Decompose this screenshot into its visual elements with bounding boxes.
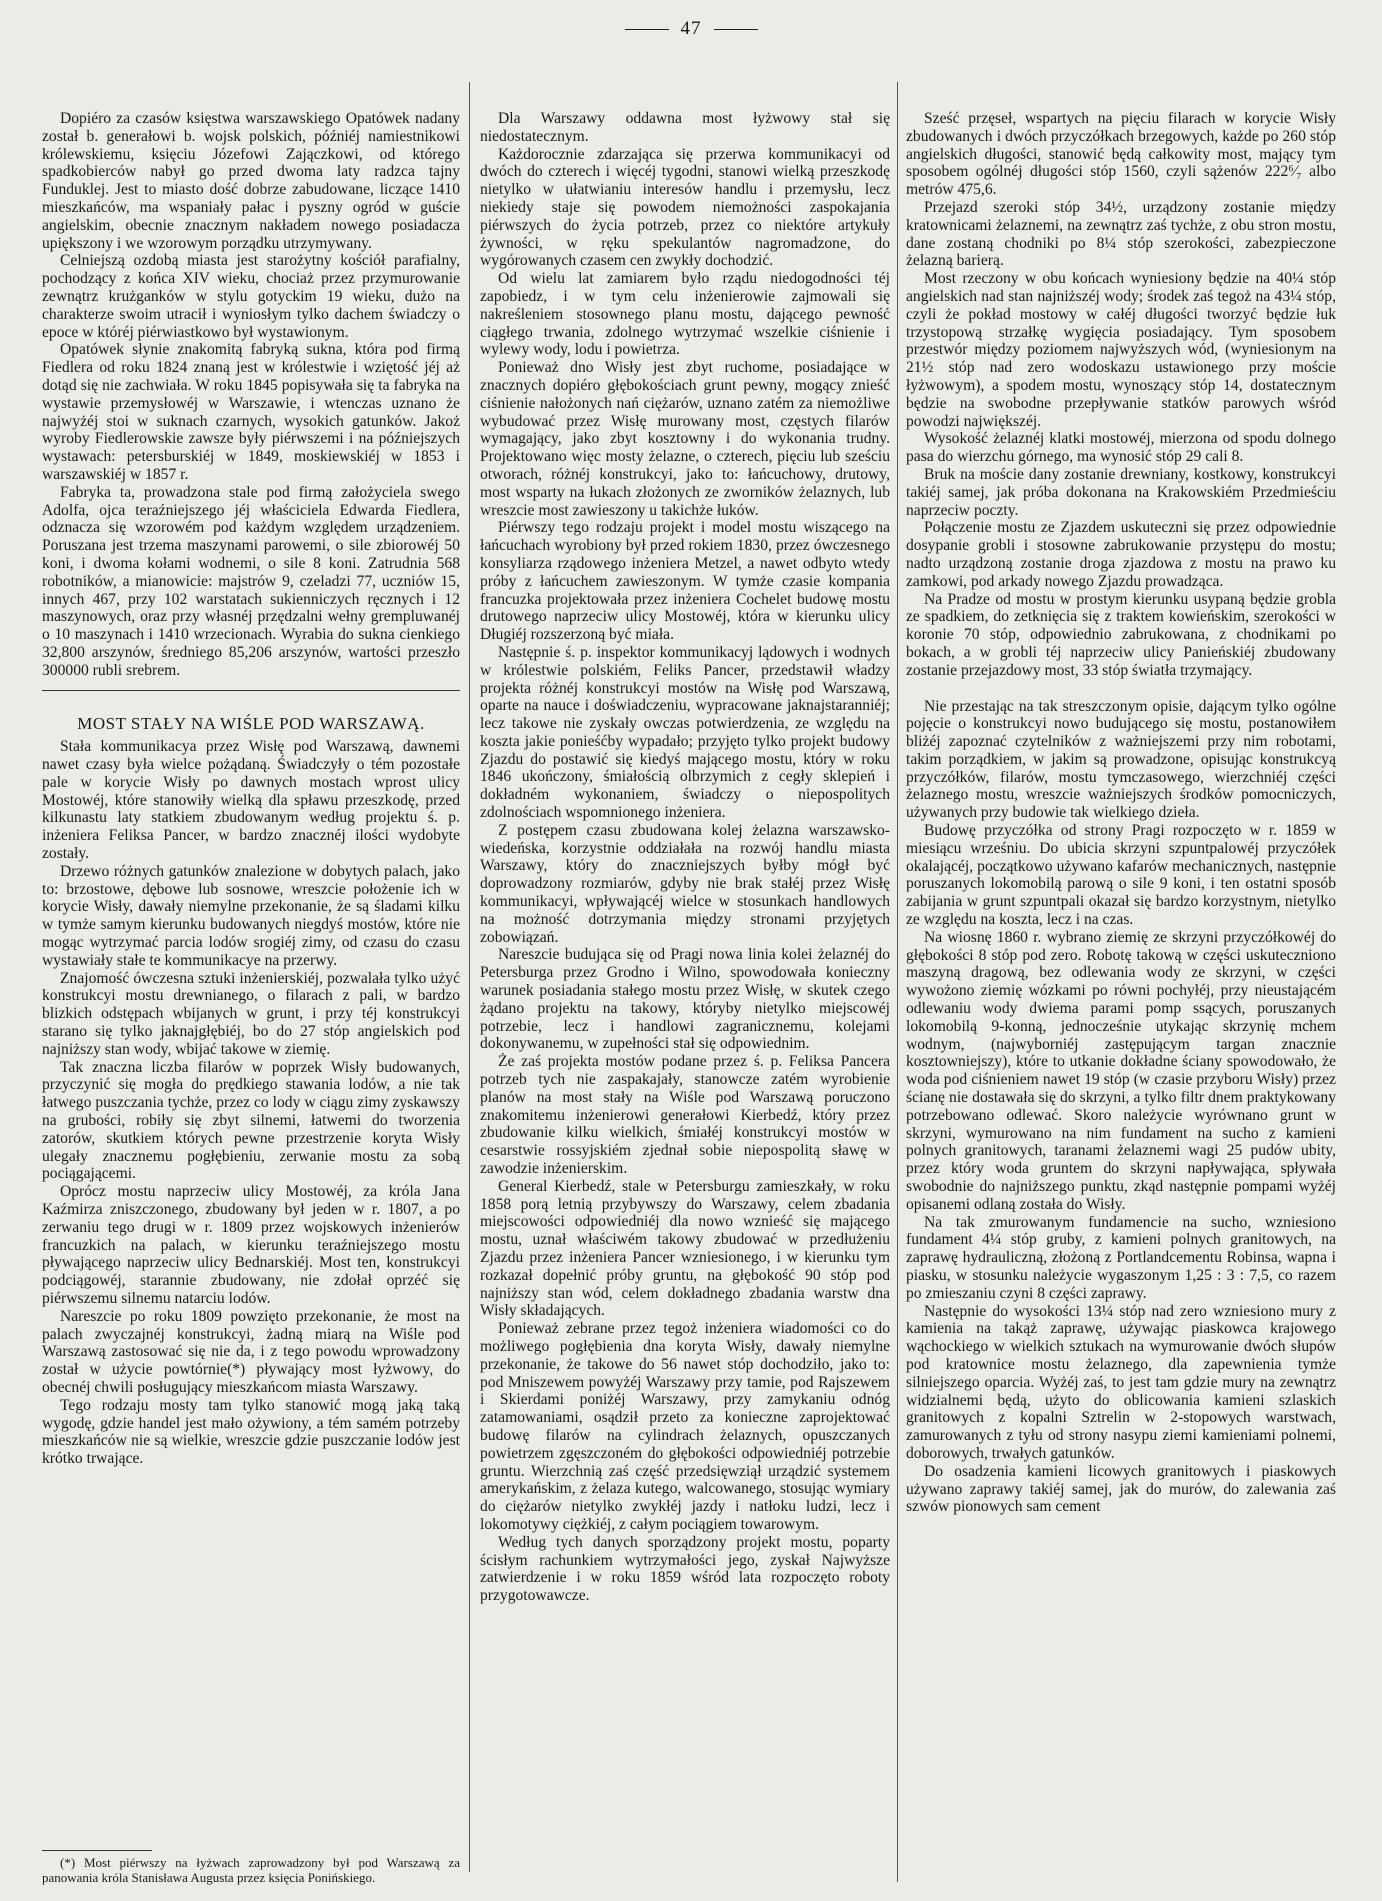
paragraph: Że zaś projekta mostów podane przez ś. p. Feliksa Pancera potrzeb tych nie zaspakajały, stanowcze zatém wyrobienie planów na most stały na Wiśle pod Warszawą poruczono znakomitemu inżenierowi generałowi Kierbedź, który przez zbudowanie kilku wielkich, śmiałéj konstrukcyi mostów w cesarstwie rossyjskiém zjednał sobie niepospolitą sławę w zawodzie inżenierskim.	[480, 1053, 890, 1178]
paragraph: Na tak zmurowanym fundamencie na sucho, wzniesiono fundament 4¼ stóp gruby, z kamieni polnych granitowych, na zaprawę hydrauliczną, złożoną z Portlandcementu Robinsa, wapna i piasku, w stosunku należycie wygaszonym 1,25 : 3 : 7,5, co razem po zmieszaniu czyni 8 części zaprawy.	[906, 1213, 1336, 1302]
paragraph: Dopiéro za czasów księstwa warszawskiego Opatówek nadany został b. generałowi b. wojsk polskich, późniéj namiestnikowi królewskiemu, księciu Józefowi Zajączkowi, od którego spadkobierców nabył go przed dwoma laty radzca tajny Funduklej. Jest to miasto dość dobrze zabudowane, liczące 1410 mieszkańców, ma wspaniały pałac i pyszny ogród w guście angielskim, obecnie znacznym nakładem nowego posiadacza upiększony i we wzorowym porządku utrzymywany.	[42, 110, 460, 252]
paragraph: Następnie ś. p. inspektor kommunikacyj lądowych i wodnych w królestwie polskiém, Feliks Pancer, przedstawił władzy projekta różnéj konstrukcyi mostów na Wisłę pod Warszawą, oparte na nauce i doświadczeniu, wypracowane jaknajstaranniéj; lecz takowe nie zyskały owczas potwierdzenia, ze względu na koszta jakie ponieśćby wypadało; przyjęto tylko projekt budowy Zjazdu do postawić się kiedyś mającego mostu, który w roku 1846 ukończony, śmiałością olbrzymich z cegły sklepień i dokładném wykonaniem, świadczy o niepospolitych zdolnościach wspomnionego inżeniera.	[480, 643, 890, 822]
dash-left	[625, 29, 669, 30]
paragraph: Każdorocznie zdarzająca się przerwa kommunikacyi od dwóch do czterech i więcéj tygodni, stanowi wielką przeszkodę nietylko w ułatwianiu interesów handlu i przemysłu, lecz niekiedy staje się powodem niemożności zaspokajania piérwszych do życia potrzeb, przez co niektóre artykuły żywności, w ręku spekulantów nagromadzone, do wygórowanych czasem cen zwykły dochodzić.	[480, 145, 890, 270]
paragraph: Fabryka ta, prowadzona stale pod firmą założyciela swego Adolfa, ojca teraźniejszego jéj właściciela Edwarda Fiedlera, odznacza się wzorowém pod każdym względem urządzeniem. Poruszana jest trzema maszynami parowemi, o sile zbiorowéj 50 koni, i dwoma kołami wodnemi, o sile 8 koni. Zatrudnia 568 robotników, a mianowicie: majstrów 9, czeladzi 77, uczniów 15, innych 467, przy 102 warstatach sukienniczych ręcznych i 12 maszynowych, oraz przy własnéj przędzalni wełny grempluwanéj o 10 maszynach i 1410 wrzecionach. Wyrabia do sukna cienkiego 32,800 arszynów, średniego 85,206 arszynów, wartości przeszło 300000 rubli srebrem.	[42, 483, 460, 679]
paragraph: Opatówek słynie znakomitą fabryką sukna, która pod firmą Fiedlera od roku 1824 znaną jest w królestwie i wziętość jéj aż dotąd się nie zachwiała. W roku 1845 popisywała się ta fabryka na wystawie przemysłowéj w Warszawie, i wtenczas uznano że najwyżéj stoi w suknach czarnych, wysokich gatunków. Jakoż wyroby Fiedlerowskie zawsze były piérwszemi i na późniejszych wystawach: petersburskiéj w 1849, moskiewskiéj w 1853 i warszawskiéj w 1857 r.	[42, 341, 460, 483]
dash-right	[714, 29, 758, 30]
paragraph: Most rzeczony w obu końcach wyniesiony będzie na 40¼ stóp angielskich nad stan najniższéj wody; środek zaś tegoż na 43¼ stóp, czyli że pokład mostowy w całéj długości tworzyć będzie łuk trzystopową strzałkę wygięcia posiadający. Tym sposobem przestwór między poziomem najwyższych wód, (wyniesionym na 21½ stóp nad zero wodoskazu ustawionego przy moście łyżwowym), a spodem mostu, wynoszący stóp 14, dostatecznym będzie na swobodne przepływanie statków parowych wśród powodzi największéj.	[906, 270, 1336, 430]
paragraph: Drzewo różnych gatunków znalezione w dobytych palach, jako to: brzostowe, dębowe lub sosnowe, wreszcie położenie ich w korycie Wisły, dawały niemylne przekonanie, że są śladami kilku w tymże samym kierunku budowanych niegdyś mostów, które nie mogąc wytrzymać parcia lodów srogiéj zimy, od czasu do czasu wystawiały stałe te kommunikacye na przerwy.	[42, 862, 460, 969]
paragraph: Następnie do wysokości 13¼ stóp nad zero wzniesiono mury z kamienia na takąż zaprawę, używając piaskowca krajowego wąchockiego w wielkich sztukach na wymurowanie dwóch słupów pod kratownice mostu żelaznego, dla zapewnienia tymże silniejszego oparcia. Wyżéj zaś, to jest tam gdzie mury na zewnątrz widzialnemi będą, użyto do oblicowania kamieni szlaskich granitowych z kopalni Sztrelin w 2-stopowych warstwach, zamurowanych z tyłu od strony nasypu ziemi kamieniami polnemi, doborowych, trwałych gatunków.	[906, 1302, 1336, 1462]
column-divider-2	[897, 82, 898, 1882]
paragraph: Sześć przęseł, wspartych na pięciu filarach w korycie Wisły zbudowanych i dwóch przyczółkach brzegowych, każde po 260 stóp angielskich długości, stanowić będą całkowity most, mający tym sposobem ogólnéj długości stóp 1560, czyli sążenów 222⁶⁄₇ albo metrów 475,6.	[906, 110, 1336, 199]
paragraph: Nareszcie budująca się od Pragi nowa linia kolei żelaznéj do Petersburga przez Grodno i Wilno, spowodowała konieczny warunek posiadania stałego mostu przez Wisłę, w skutek czego żądano projektu na takowy, któryby nietylko miejscowéj potrzebie, lecz i handlowi zagranicznemu, kolejami dokonywanemu, w zupełności stał się odpowiednim.	[480, 946, 890, 1053]
column-3	[906, 110, 1336, 1890]
paragraph: Oprócz mostu naprzeciw ulicy Mostowéj, za króla Jana Kaźmirza zniszczonego, zbudowany był jeden w r. 1807, a po zerwaniu tego drugi w r. 1809 przez wojskowych inżenierów francuzkich na palach, w kierunku teraźniejszego mostu pływającego naprzeciw ulicy Bednarskiéj. Most ten, konstrukcyi podciągowéj, starannie zbudowany, nie zdołał oprzéć się piérwszemu silnemu natarciu lodów.	[42, 1183, 460, 1307]
paragraph: Od wielu lat zamiarem było rządu niedogodności téj zapobiedz, i w tym celu inżenierowie zajmowali się nakreśleniem stosownego planu mostu, dającego pewność ciągłego trwania, zdolnego wytrzymać wszelkie ciśnienie i wylewy wody, lodu i powietrza.	[480, 270, 890, 359]
footnote-rule	[42, 1850, 152, 1851]
paragraph: Nareszcie po roku 1809 powzięto przekonanie, że most na palach zwyczajnéj konstrukcyi, żadną miarą na Wiśle pod Warszawą zastosować się nie da, i z tego powodu wprowadzony został w użycie powtórnie(*) pływający most łyżwowy, do obecnéj chwili posługujący mieszkańcom miasta Warszawy.	[42, 1307, 460, 1396]
paragraph: Celniejszą ozdobą miasta jest starożytny kościół parafialny, pochodzący z końca XIV wieku, chociaż przez przymurowanie zewnątrz krużganków w stylu gotyckim 19 wieku, dużo na charakterze swoim utracił i wyniosłym tylko dachem świadczy o epoce w któréj piérwiastkowo był wystawionym.	[42, 252, 460, 341]
paragraph: Do osadzenia kamieni licowych granitowych i piaskowych używano zaprawy takiéj samej, jak do murów, do zalewania zaś szwów pionowych sam cement	[906, 1462, 1336, 1516]
paragraph: Znajomość ówczesna sztuki inżenierskiéj, pozwalała tylko użyć konstrukcyi mostu drewnianego, o filarach z pali, w bardzo blizkich odstępach wbijanych w grunt, i przy téj konstrukcyi starano się tylko jaknajgłębiéj, bo do 27 stóp angielskich pod najniższy stan wody, wbijać takowe w ziemię.	[42, 969, 460, 1058]
paragraph: Ponieważ zebrane przez tegoż inżeniera wiadomości co do możliwego pogłębienia dna koryta Wisły, dawały niemylne przekonanie, że takowe do 56 nawet stóp dochodziło, jako to: pod Mniszewem powyżéj Warszawy przy tamie, pod Rajszewem i Skierdami poniżéj Warszawy, przy zamykaniu odnóg zatamowaniami, osądził przeto za konieczne zaprojektować budowę filarów na cylindrach żelaznych, opuszczanych powietrzem zgęszczoném do głębokości odpowiedniéj potrzebie gruntu. Wierzchnią zaś część przedsięwziął urządzić systemem amerykańskim, z żelaza kutego, walcowanego, stosując wymiary do ciężarów nietylko zwykłéj jazdy i natłoku ludzi, lecz i lokomotywy ciężkiéj, z całym pociągiem towarowym.	[480, 1320, 890, 1533]
page-number	[0, 18, 1382, 40]
paragraph: Bruk na moście dany zostanie drewniany, kostkowy, konstrukcyi takiéj samej, jak próba dokonana na Krakowskiém Przedmieściu naprzeciw poczty.	[906, 465, 1336, 519]
paragraph: Połączenie mostu ze Zjazdem uskuteczni się przez odpowiednie dosypanie grobli i stosowne zabrukowanie przystępu do mostu; nadto urządzoną zostanie droga zjazdowa z mostu na prawo ku zamkowi, pod arkady nowego Zjazdu prowadząca.	[906, 519, 1336, 590]
column-divider-1	[469, 82, 470, 1872]
page-number-text: 47	[680, 18, 702, 39]
paragraph: Wysokość żelaznéj klatki mostowéj, mierzona od spodu dolnego pasa do wierzchu górnego, ma wynosić stóp 29 cali 8.	[906, 430, 1336, 466]
section-gap	[906, 680, 1336, 698]
paragraph: Tego rodzaju mosty tam tylko stanowić mogą jaką taką wygodę, gdzie handel jest mało ożywiony, a tém samém potrzeby mieszkańców nie są wielkie, wreszcie gdzie puszczanie lodów jest krótko trwające.	[42, 1396, 460, 1468]
paragraph: Piérwszy tego rodzaju projekt i model mostu wiszącego na łańcuchach wyrobiony był przed rokiem 1830, przez ówczesnego konsyliarza rządowego inżeniera Metzel, a nawet odbyto wtedy próby z łańcuchem zawieszonym. W tymże czasie kompania francuzka projektowała przez inżeniera Cochelet budowę mostu drutowego naprzeciw ulicy Mostowéj, która w kierunku ulicy Długiéj rozszerzoną być miała.	[480, 519, 890, 644]
paragraph: General Kierbedź, stale w Petersburgu zamieszkały, w roku 1858 porą letnią przybywszy do Warszawy, celem zbadania miejscowości odpowiedniéj dla nowo wznieść się mającego mostu, uznał właściwém takowy zbudować w przedłużeniu Zjazdu przez inżeniera Pancer wzniesionego, i w kierunku tym rozkazał dopełnić próby gruntu, na głębokość 90 stóp pod najniższy stan wód, celem dokładnego zbadania warstw dna Wisły składających.	[480, 1177, 890, 1320]
footnote-area	[42, 1842, 460, 1885]
paragraph: Tak znaczna liczba filarów w poprzek Wisły budowanych, przyczynić się mogła do prędkiego stawania lodów, a nie tak łatwego puszczania tychże, przez co lody w ciągu zimy zyskawszy na grubości, robiły się zbyt silnemi, łatwemi do tworzenia zatorów, skutkiem których pewne przestrzenie koryta Wisły ulegały znacznemu pogłębieniu, zerwanie mostu za sobą pociągającemi.	[42, 1058, 460, 1183]
section-divider	[42, 690, 460, 691]
column-2	[480, 110, 890, 1890]
paragraph: Dla Warszawy oddawna most łyżwowy stał się niedostatecznym.	[480, 110, 890, 145]
footnote: (*) Most piérwszy na łyżwach zaprowadzony był pod Warszawą za panowania króla Stanisława Augusta przez księcia Ponińskiego.	[42, 1855, 460, 1885]
column-1	[42, 110, 460, 1848]
paragraph: Stała kommunikacya przez Wisłę pod Warszawą, dawnemi nawet czasy była wielce pożądaną. Świadczyły o tém pozostałe pale w korycie Wisły po dawnych mostach wprost ulicy Mostowéj, które stanowiły wielką dla spławu przeszkodę, przed kilkunastu laty statkiem zbudowanym według projektu ś. p. inżeniera Feliksa Pancer, w bardzo znacznéj ilości wydobyte zostały.	[42, 738, 460, 863]
paragraph: Nie przestając na tak streszczonym opisie, dającym tylko ogólne pojęcie o konstrukcyi nowo budującego się mostu, postanowiłem bliżéj zapoznać czytelników z ważniejszemi przy nim robotami, takim porządkiem, w jakim są prowadzone, opisując konstrukcyą przyczółków, filarów, mostu tymczasowego, wierzchniéj części żelaznego mostu, wreszcie ważniejszych środków pomocniczych, używanych przy budowie tak wielkiego dzieła.	[906, 697, 1336, 822]
paragraph: Budowę przyczółka od strony Pragi rozpoczęto w r. 1859 w miesiącu wrześniu. Do ubicia skrzyni szpuntpalowéj przyczółek okalającéj, początkowo używano kafarów mechanicznych, następnie poruszanych lokomobilą parową o sile 9 koni, i ten ostatni sposób zabijania w grunt szpuntpali okazał się bardzo korzystnym, nietylko ze względu na koszta, lecz i na czas.	[906, 822, 1336, 929]
paragraph: Według tych danych sporządzony projekt mostu, poparty ścisłym rachunkiem wytrzymałości jego, zyskał Najwyższe zatwierdzenie i w roku 1859 wśród lata rozpoczęto roboty przygotowawcze.	[480, 1533, 890, 1605]
paragraph: Na Pradze od mostu w prostym kierunku usypaną będzie grobla ze spadkiem, do zetknięcia się z traktem kowieńskim, szerokości w koronie 70 stóp, odpowiednio zabrukowana, z chodnikami po bokach, a w grobli téj naprzeciw ulicy Panieńskiéj zbudowany zostanie przejazdowy most, 33 stóp światła trzymający.	[906, 590, 1336, 679]
paragraph: Przejazd szeroki stóp 34½, urządzony zostanie między kratownicami żelaznemi, na zewnątrz zaś tychże, z obu stron mostu, dane zostaną chodniki po 8¼ stóp szerokości, zabezpieczone żelazną barierą.	[906, 198, 1336, 270]
paragraph: Na wiosnę 1860 r. wybrano ziemię ze skrzyni przyczółkowéj do głębokości 8 stóp pod zero. Robotę takową w części uskuteczniono maszyną dragową, bez odlewania wody ze skrzyni, w części wywożono ziemię wózkami po równi pochyłéj, przy nieustającém odlewaniu wody dwiema parami pomp ssących, poruszanych lokomobilą 9-konną, jednocześnie utykając skrzynię mchem wodnym, (najwyborniéj zastępującym targan znacznie kosztowniejszy), które to utkanie dokładne ściany spowodowało, że woda pod ciśnieniem nawet 19 stóp (w czasie przyboru Wisły) przez ścianę nie dostawała się do skrzyni, a tylko filtr dnem praktykowany potrzebowano odlewać. Skoro należycie wyrównano grunt w skrzyni, wymurowano na nim fundament na sucho z kamieni polnych granitowych, taranami żelaznemi wagi 25 pudów ubity, przez który woda gruntem do skrzyni napływająca, spływała swobodnie do najniższego punktu, zkąd następnie pompami wyżéj opisanemi odlaną została do Wisły.	[906, 928, 1336, 1213]
paragraph: Ponieważ dno Wisły jest zbyt ruchome, posiadające w znacznych dopiéro głębokościach grunt pewny, mogący znieść ciśnienie nałożonych nań ciężarów, uznano zatém za niemożliwe wybudować przez Wisłę murowany most, częstych filarów wymagający, jako zbyt kosztowny i do wykonania trudny. Projektowano więc mosty żelazne, o czterech, pięciu lub sześciu otworach, różnéj konstrukcyi, jako to: łańcuchowy, drutowy, most wsparty na łukach złożonych ze zworników żelaznych, lub wreszcie most zawieszony u takichże łuków.	[480, 359, 890, 519]
paragraph: Z postępem czasu zbudowana kolej żelazna warszawsko-wiedeńska, korzystnie oddziałała na rozwój handlu miasta Warszawy, który do znaczniejszych byłby mógł być doprowadzony rozmiarów, gdyby nie brak stałéj przez Wisłę kommunikacyi, wpływającéj wielce w stosunkach handlowych na możność dotrzymania między stronami przyjętych zobowiązań.	[480, 821, 890, 946]
article-heading: MOST STAŁY NA WIŚLE POD WARSZAWĄ.	[77, 713, 425, 733]
